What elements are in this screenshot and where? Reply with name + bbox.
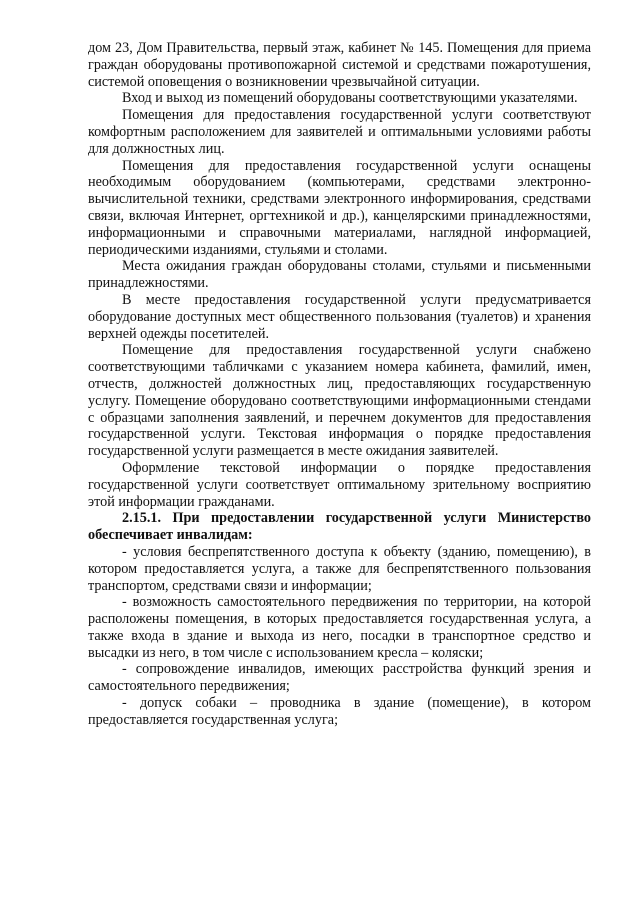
paragraph-signage: Помещение для предоставления государственной услуги снабжено соответствующими табличками с указанием номера кабинета, фамилий, имен, отчеств, должностей должностных лиц, предоставляющих государственную услугу. Помещение оборудовано соответствующими информационными стендами с образцами заполнения заявлений, и перечнем документов для предоставления государственной услуги. Текстовая информация о порядке предоставления государственной услуги размещается в месте ожидания заявителей.	[88, 342, 591, 460]
list-item-independent-movement: - возможность самостоятельного передвижения по территории, на которой расположены помещения, в которых предоставляется государственная услуга, а также входа в здание и выхода из него, посадки в транспортное средство и высадки из него, в том числе с использованием кресла – коляски;	[88, 594, 591, 661]
paragraph-entrance-exit: Вход и выход из помещений оборудованы соответствующими указателями.	[122, 90, 578, 107]
list-item-guide-dog: - допуск собаки – проводника в здание (помещение), в котором предоставляется государственная услуга;	[88, 695, 591, 728]
document-body	[88, 40, 591, 729]
paragraph-text-information: Оформление текстовой информации о порядке предоставления государственной услуги соответствует оптимальному зрительному восприятию этой информации гражданами.	[88, 459, 591, 510]
section-heading-2-15-1: 2.15.1. При предоставлении государственной услуги Министерство обеспечивает инвалидам:	[88, 510, 591, 544]
paragraph-public-facilities: В месте предоставления государственной услуги предусматривается оборудование доступных мест общественного пользования (туалетов) и хранения верхней одежды посетителей.	[88, 291, 591, 342]
paragraph-waiting-places: Места ожидания граждан оборудованы столами, стульями и письменными принадлежностями.	[88, 258, 591, 292]
paragraph-premises-comfort: Помещения для предоставления государственной услуги соответствуют комфортным расположением для заявителей и оптимальными условиями работы для должностных лиц.	[88, 107, 591, 157]
paragraph-premises-location: дом 23, Дом Правительства, первый этаж, кабинет № 145. Помещения для приема граждан оборудованы противопожарной системой и средствами пожаротушения, системой оповещения о возникновении чрезвычайной ситуации.	[88, 40, 591, 90]
list-item-escort: - сопровождение инвалидов, имеющих расстройства функций зрения и самостоятельного передвижения;	[88, 661, 591, 695]
paragraph-premises-equipment: Помещения для предоставления государственной услуги оснащены необходимым оборудованием (компьютерами, средствами электронно-вычислительной техники, средствами электронного информирования, средствами связи, включая Интернет, оргтехникой и др.), канцелярскими принадлежностями, информационными и справочными материалами, наглядной информацией, периодическими изданиями, стульями и столами.	[88, 157, 591, 258]
list-item-access-conditions: - условия беспрепятственного доступа к объекту (зданию, помещению), в котором предоставляется услуга, а также для беспрепятственного пользования транспортом, средствами связи и информации;	[88, 543, 591, 594]
